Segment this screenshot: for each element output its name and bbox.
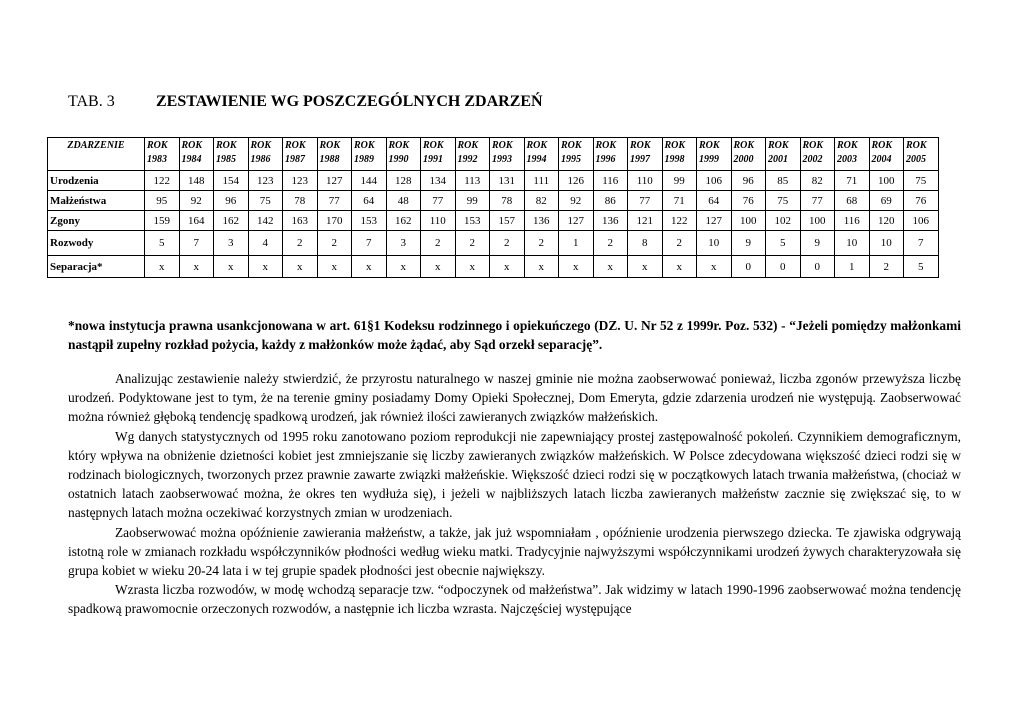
table-cell: 82	[524, 191, 559, 211]
table-cell: 154	[214, 171, 249, 191]
table-cell: 7	[352, 231, 387, 256]
table-cell: 163	[283, 211, 318, 231]
table-cell: 2	[455, 231, 490, 256]
row-label: Urodzenia	[48, 171, 145, 191]
header-year-label: ROK	[906, 140, 927, 151]
table-cell: 106	[904, 211, 939, 231]
table-cell: 123	[283, 171, 318, 191]
table-cell: 2	[869, 256, 904, 278]
header-year	[455, 138, 490, 171]
table-cell: x	[559, 256, 594, 278]
table-cell: 121	[628, 211, 663, 231]
row-label: Małżeństwa	[48, 191, 145, 211]
header-year-label: ROK	[216, 140, 237, 151]
table-cell: 136	[524, 211, 559, 231]
table-cell: 78	[490, 191, 525, 211]
header-year-value: 1991	[423, 154, 443, 165]
header-year-value: 1996	[595, 154, 616, 165]
header-year-value: 1994	[526, 154, 547, 165]
table-cell: 120	[869, 211, 904, 231]
header-year	[421, 138, 456, 171]
table-cell: 127	[317, 171, 352, 191]
table-cell: 5	[145, 231, 180, 256]
table-cell: x	[490, 256, 525, 278]
table-cell: 99	[455, 191, 490, 211]
header-year-value: 1985	[216, 154, 236, 165]
table-cell: 68	[835, 191, 870, 211]
header-year-label: ROK	[285, 140, 306, 151]
table-cell: x	[421, 256, 456, 278]
header-year	[593, 138, 628, 171]
header-year	[628, 138, 663, 171]
header-year	[248, 138, 283, 171]
table-cell: 85	[766, 171, 801, 191]
table-cell: x	[455, 256, 490, 278]
table-cell: 1	[835, 256, 870, 278]
header-year-value: 1992	[457, 154, 478, 165]
table-cell: 100	[731, 211, 766, 231]
table-cell: 0	[800, 256, 835, 278]
paragraph: Zaobserwować można opóźnienie zawierania małżeństw, a także, jak już wspomniałam , opóźnienie urodzenia pierwszego dziecka. Te zjawiska odgrywają istotną role w zmianach rozkładu współczynników płodności według wieku matki. Tradycyjnie najwyższymi współczynnikami urodzeń żywych charakteryzowała się grupa kobiet w wieku 20-24 lata i w tej grupie spadek płodności jest obecnie największy.	[68, 524, 961, 579]
header-year-label: ROK	[250, 140, 272, 151]
header-year	[697, 138, 732, 171]
table-cell: 116	[593, 171, 628, 191]
table-cell: 153	[455, 211, 490, 231]
table-cell: 7	[179, 231, 214, 256]
table-cell: 144	[352, 171, 387, 191]
header-year-label: ROK	[423, 140, 444, 151]
header-year	[490, 138, 525, 171]
header-year-value: 1998	[664, 154, 685, 165]
table-cell: 77	[421, 191, 456, 211]
table-cell: 7	[904, 231, 939, 256]
header-year	[214, 138, 249, 171]
table-cell: 77	[800, 191, 835, 211]
table-row-births	[48, 171, 939, 191]
paragraph: Analizując zestawienie należy stwierdzić, że przyrostu naturalnego w naszej gminie nie można zaobserwować ponieważ, liczba zgonów przewyższa liczbę urodzeń. Podyktowane jest to tym, że na terenie gminy posiadamy Domy Opieki Społecznej, Dom Emeryta, gdzie zdarzenia urodzeń nie występują. Zaobserwować można również głęboką tendencję spadkową urodzeń, jak również ilości zawieranych związków małżeńskich.	[68, 371, 961, 425]
table-cell: 2	[524, 231, 559, 256]
header-year-value: 1995	[561, 154, 581, 165]
header-year-label: ROK	[630, 140, 651, 151]
table-number: TAB. 3	[68, 93, 115, 110]
header-year	[835, 138, 870, 171]
table-cell: 102	[766, 211, 801, 231]
table-cell: 5	[904, 256, 939, 278]
table-cell: 64	[697, 191, 732, 211]
table-row-marriages	[48, 191, 939, 211]
table-cell: x	[248, 256, 283, 278]
header-year	[317, 138, 352, 171]
header-year-value: 2005	[906, 154, 926, 165]
table-cell: 111	[524, 171, 559, 191]
header-event: ZDARZENIE	[48, 138, 145, 171]
table-cell: 162	[386, 211, 421, 231]
table-cell: x	[214, 256, 249, 278]
header-year-label: ROK	[802, 140, 824, 151]
table-heading	[68, 93, 543, 111]
table-cell: 142	[248, 211, 283, 231]
table-cell: 0	[731, 256, 766, 278]
header-year-value: 1997	[630, 154, 650, 165]
table-cell: 10	[835, 231, 870, 256]
table-cell: 92	[179, 191, 214, 211]
header-year-value: 1984	[181, 154, 202, 165]
table-cell: 9	[800, 231, 835, 256]
table-cell: 157	[490, 211, 525, 231]
table-cell: 10	[869, 231, 904, 256]
row-label: Separacja*	[48, 256, 145, 278]
header-year-value: 2003	[837, 154, 857, 165]
table-cell: 100	[869, 171, 904, 191]
table-cell: 1	[559, 231, 594, 256]
table-cell: x	[317, 256, 352, 278]
table-cell: 164	[179, 211, 214, 231]
header-year-value: 1986	[250, 154, 271, 165]
table-cell: 113	[455, 171, 490, 191]
table-cell: 48	[386, 191, 421, 211]
table-row-deaths	[48, 211, 939, 231]
header-year-label: ROK	[354, 140, 375, 151]
table-cell: x	[593, 256, 628, 278]
table-cell: 78	[283, 191, 318, 211]
header-year-label: ROK	[319, 140, 341, 151]
table-header-row	[48, 138, 939, 171]
table-cell: x	[628, 256, 663, 278]
header-year-value: 2002	[802, 154, 823, 165]
table-cell: 2	[593, 231, 628, 256]
paragraph: Wzrasta liczba rozwodów, w modę wchodzą separacje tzw. “odpoczynek od małżeństwa”. Jak widzimy w latach 1990-1996 zaobserwować można tendencję spadkową prawomocnie orzeczonych rozwodów, a następnie ich liczba wzrasta. Najczęściej występujące	[68, 582, 961, 617]
table-title: ZESTAWIENIE WG POSZCZEGÓLNYCH ZDARZEŃ	[156, 93, 543, 110]
table-cell: 128	[386, 171, 421, 191]
header-year-label: ROK	[871, 140, 893, 151]
table-cell: x	[179, 256, 214, 278]
table-cell: 8	[628, 231, 663, 256]
header-year	[145, 138, 180, 171]
header-year	[731, 138, 766, 171]
header-year-label: ROK	[768, 140, 789, 151]
table-cell: 77	[317, 191, 352, 211]
table-cell: 75	[766, 191, 801, 211]
table-cell: 2	[317, 231, 352, 256]
table-cell: 95	[145, 191, 180, 211]
table-cell: 170	[317, 211, 352, 231]
table-body	[48, 171, 939, 278]
header-year-label: ROK	[181, 140, 203, 151]
table-cell: x	[283, 256, 318, 278]
table-cell: 99	[662, 171, 697, 191]
table-cell: 3	[214, 231, 249, 256]
header-year	[766, 138, 801, 171]
table-cell: 76	[904, 191, 939, 211]
header-year-value: 2000	[733, 154, 754, 165]
table-cell: 5	[766, 231, 801, 256]
header-year-label: ROK	[561, 140, 582, 151]
table-cell: 127	[559, 211, 594, 231]
table-cell: x	[524, 256, 559, 278]
table-cell: x	[145, 256, 180, 278]
table-cell: 64	[352, 191, 387, 211]
table-cell: 134	[421, 171, 456, 191]
header-year-value: 2004	[871, 154, 892, 165]
header-year-value: 1988	[319, 154, 340, 165]
table-cell: 100	[800, 211, 835, 231]
header-year-value: 1993	[492, 154, 512, 165]
table-cell: 131	[490, 171, 525, 191]
table-cell: 10	[697, 231, 732, 256]
table-cell: 116	[835, 211, 870, 231]
table-cell: x	[352, 256, 387, 278]
header-year-label: ROK	[492, 140, 513, 151]
events-table	[47, 137, 939, 278]
table-cell: 2	[490, 231, 525, 256]
table-cell: 2	[662, 231, 697, 256]
table-cell: 9	[731, 231, 766, 256]
header-year-value: 2001	[768, 154, 788, 165]
table-cell: 136	[593, 211, 628, 231]
table-cell: 3	[386, 231, 421, 256]
header-year-value: 1989	[354, 154, 374, 165]
body-text	[68, 369, 961, 619]
table-cell: 0	[766, 256, 801, 278]
table-cell: 122	[662, 211, 697, 231]
header-year-label: ROK	[526, 140, 548, 151]
header-year	[179, 138, 214, 171]
table-cell: 75	[248, 191, 283, 211]
header-year-label: ROK	[837, 140, 858, 151]
header-year-value: 1987	[285, 154, 305, 165]
row-label: Rozwody	[48, 231, 145, 256]
table-cell: 82	[800, 171, 835, 191]
table-cell: 71	[662, 191, 697, 211]
header-year	[352, 138, 387, 171]
table-cell: 92	[559, 191, 594, 211]
table-cell: 153	[352, 211, 387, 231]
table-cell: 77	[628, 191, 663, 211]
table-cell: 86	[593, 191, 628, 211]
header-year	[524, 138, 559, 171]
table-cell: 122	[145, 171, 180, 191]
table-cell: 110	[421, 211, 456, 231]
table-cell: x	[386, 256, 421, 278]
table-row-divorces	[48, 231, 939, 256]
table-cell: 96	[731, 171, 766, 191]
table-cell: 2	[421, 231, 456, 256]
header-year	[800, 138, 835, 171]
table-cell: 2	[283, 231, 318, 256]
table-cell: 159	[145, 211, 180, 231]
table-row-separations	[48, 256, 939, 278]
paragraph: Wg danych statystycznych od 1995 roku zanotowano poziom reprodukcji nie zapewniający prostej zastępowalność pokoleń. Czynnikiem demograficznym, który wpływa na obniżenie dzietności kobiet jest zmniejszanie się liczby zawieranych związków małżeńskich. W Polsce zdecydowana większość dzieci rodzi się w rodzinach biologicznych, tworzonych przez prawnie zawarte związki małżeńskie. Większość dzieci rodzi się w początkowych latach trwania małżeństwa, (chociaż w ostatnich latach zaobserwować można, że okres ten wydłuża się), i jeżeli w najbliższych latach liczba zawieranych małżeństw zacznie się zwiększać się, to w następnych latach można oczekiwać korzystnych zmian w urodzeniach.	[68, 428, 961, 521]
header-year	[662, 138, 697, 171]
table-footnote: *nowa instytucja prawna usankcjonowana w art. 61§1 Kodeksu rodzinnego i opiekuńczego (DZ. U. Nr 52 z 1999r. Poz. 532) - “Jeżeli pomiędzy małżonkami nastąpił zupełny rozkład pożycia, każdy z małżonków może żądać, aby Sąd orzekł separację”.	[68, 318, 961, 352]
table-cell: 127	[697, 211, 732, 231]
table-cell: x	[697, 256, 732, 278]
table-cell: 106	[697, 171, 732, 191]
header-year-value: 1983	[147, 154, 167, 165]
header-year	[386, 138, 421, 171]
header-year-label: ROK	[699, 140, 720, 151]
header-year	[559, 138, 594, 171]
table-cell: x	[662, 256, 697, 278]
table-cell: 96	[214, 191, 249, 211]
table-cell: 126	[559, 171, 594, 191]
table-cell: 75	[904, 171, 939, 191]
table-cell: 69	[869, 191, 904, 211]
header-year-label: ROK	[595, 140, 617, 151]
header-year-label: ROK	[733, 140, 755, 151]
table-cell: 71	[835, 171, 870, 191]
table-cell: 4	[248, 231, 283, 256]
header-year	[283, 138, 318, 171]
row-label: Zgony	[48, 211, 145, 231]
table-cell: 162	[214, 211, 249, 231]
header-year-value: 1999	[699, 154, 719, 165]
table-cell: 148	[179, 171, 214, 191]
header-year-label: ROK	[664, 140, 686, 151]
header-year-label: ROK	[388, 140, 410, 151]
header-year	[869, 138, 904, 171]
header-year	[904, 138, 939, 171]
table-cell: 110	[628, 171, 663, 191]
header-year-label: ROK	[457, 140, 479, 151]
table-cell: 76	[731, 191, 766, 211]
header-year-label: ROK	[147, 140, 168, 151]
table-cell: 123	[248, 171, 283, 191]
header-year-value: 1990	[388, 154, 409, 165]
